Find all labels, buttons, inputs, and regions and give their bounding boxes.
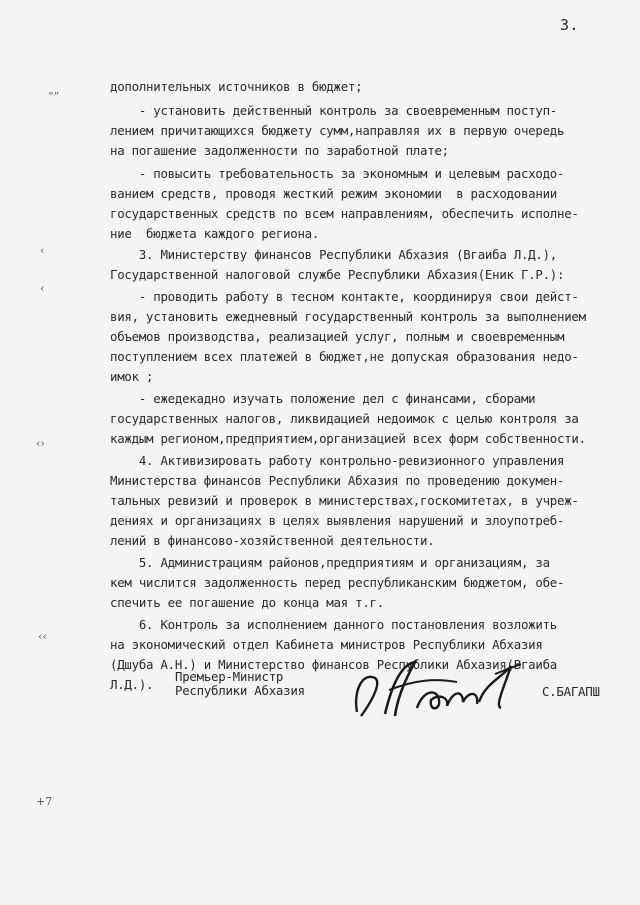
text-line: дополнительных источников в бюджет; xyxy=(110,79,363,94)
margin-mark: “” xyxy=(48,90,60,103)
margin-mark: ‹ xyxy=(40,282,45,295)
signatory-title xyxy=(175,670,305,698)
signatory-name: С.БАГАПШ xyxy=(542,684,600,699)
text-line: 4. Активизировать работу контрольно-ревизионного управления xyxy=(110,453,565,468)
text-line: объемов производства, реализацией услуг, полным и своевременным xyxy=(110,329,565,344)
signatory-title-line2: Республики Абхазия xyxy=(175,683,305,698)
text-line: дениях и организациях в целях выявления нарушений и злоупотреб- xyxy=(110,513,565,528)
text-line: тальных ревизий и проверок в министерствах,госкомитетах, в учреж- xyxy=(110,493,579,508)
text-line: лений в финансово-хозяйственной деятельности. xyxy=(110,533,435,548)
text-line: поступлением всех платежей в бюджет,не допуская образования недо- xyxy=(110,349,579,364)
text-line: кем числится задолженность перед республиканским бюджетом, обе- xyxy=(110,575,565,590)
text-line: - повысить требовательность за экономным и целевым расходо- xyxy=(110,166,565,181)
text-line: Л.Д.). xyxy=(110,677,154,692)
text-line: ние бюджета каждого региона. xyxy=(110,226,320,241)
text-line: - проводить работу в тесном контакте, координируя свои дейст- xyxy=(110,289,579,304)
text-line: имок ; xyxy=(110,369,154,384)
signatory-title-line1: Премьер-Министр xyxy=(175,669,284,684)
margin-mark: ‹‹ xyxy=(38,630,47,643)
margin-mark: ‹› xyxy=(36,437,45,450)
text-line: спечить ее погашение до конца мая т.г. xyxy=(110,595,384,610)
margin-mark: +7 xyxy=(36,795,53,808)
text-line: Государственной налоговой службе Республики Абхазия(Еник Г.Р.): xyxy=(110,267,565,282)
text-line: Министерства финансов Республики Абхазия по проведению докумен- xyxy=(110,473,565,488)
text-line: лением причитающихся бюджету сумм,направляя их в первую очередь xyxy=(110,123,565,138)
text-line: 3. Министерству финансов Республики Абхазия (Вгаиба Л.Д.), xyxy=(110,247,558,262)
text-line: 5. Администрациям районов,предприятиям и организациям, за xyxy=(110,555,550,570)
text-line: вия, установить ежедневный государственный контроль за выполнением xyxy=(110,309,586,324)
text-line: на погашение задолженности по заработной плате; xyxy=(110,143,449,158)
text-line: на экономический отдел Кабинета министров Республики Абхазия xyxy=(110,637,543,652)
text-line: - установить действенный контроль за своевременным поступ- xyxy=(110,103,558,118)
text-line: 6. Контроль за исполнением данного постановления возложить xyxy=(110,617,558,632)
text-line: (Дшуба А.Н.) и Министерство финансов Республики Абхазия(Вгаиба xyxy=(110,657,558,672)
text-line: - ежедекадно изучать положение дел с финансами, сборами xyxy=(110,391,536,406)
page-number: 3. xyxy=(560,16,580,34)
margin-mark: ‹ xyxy=(40,244,45,257)
text-line: государственных средств по всем направлениям, обеспечить исполне- xyxy=(110,206,579,221)
handwritten-signature xyxy=(345,650,535,730)
text-line: каждым регионом,предприятием,организацией всех форм собственности. xyxy=(110,431,586,446)
text-line: государственных налогов, ликвидацией недоимок с целью контроля за xyxy=(110,411,579,426)
text-line: ванием средств, проводя жесткий режим экономии в расходовании xyxy=(110,186,558,201)
